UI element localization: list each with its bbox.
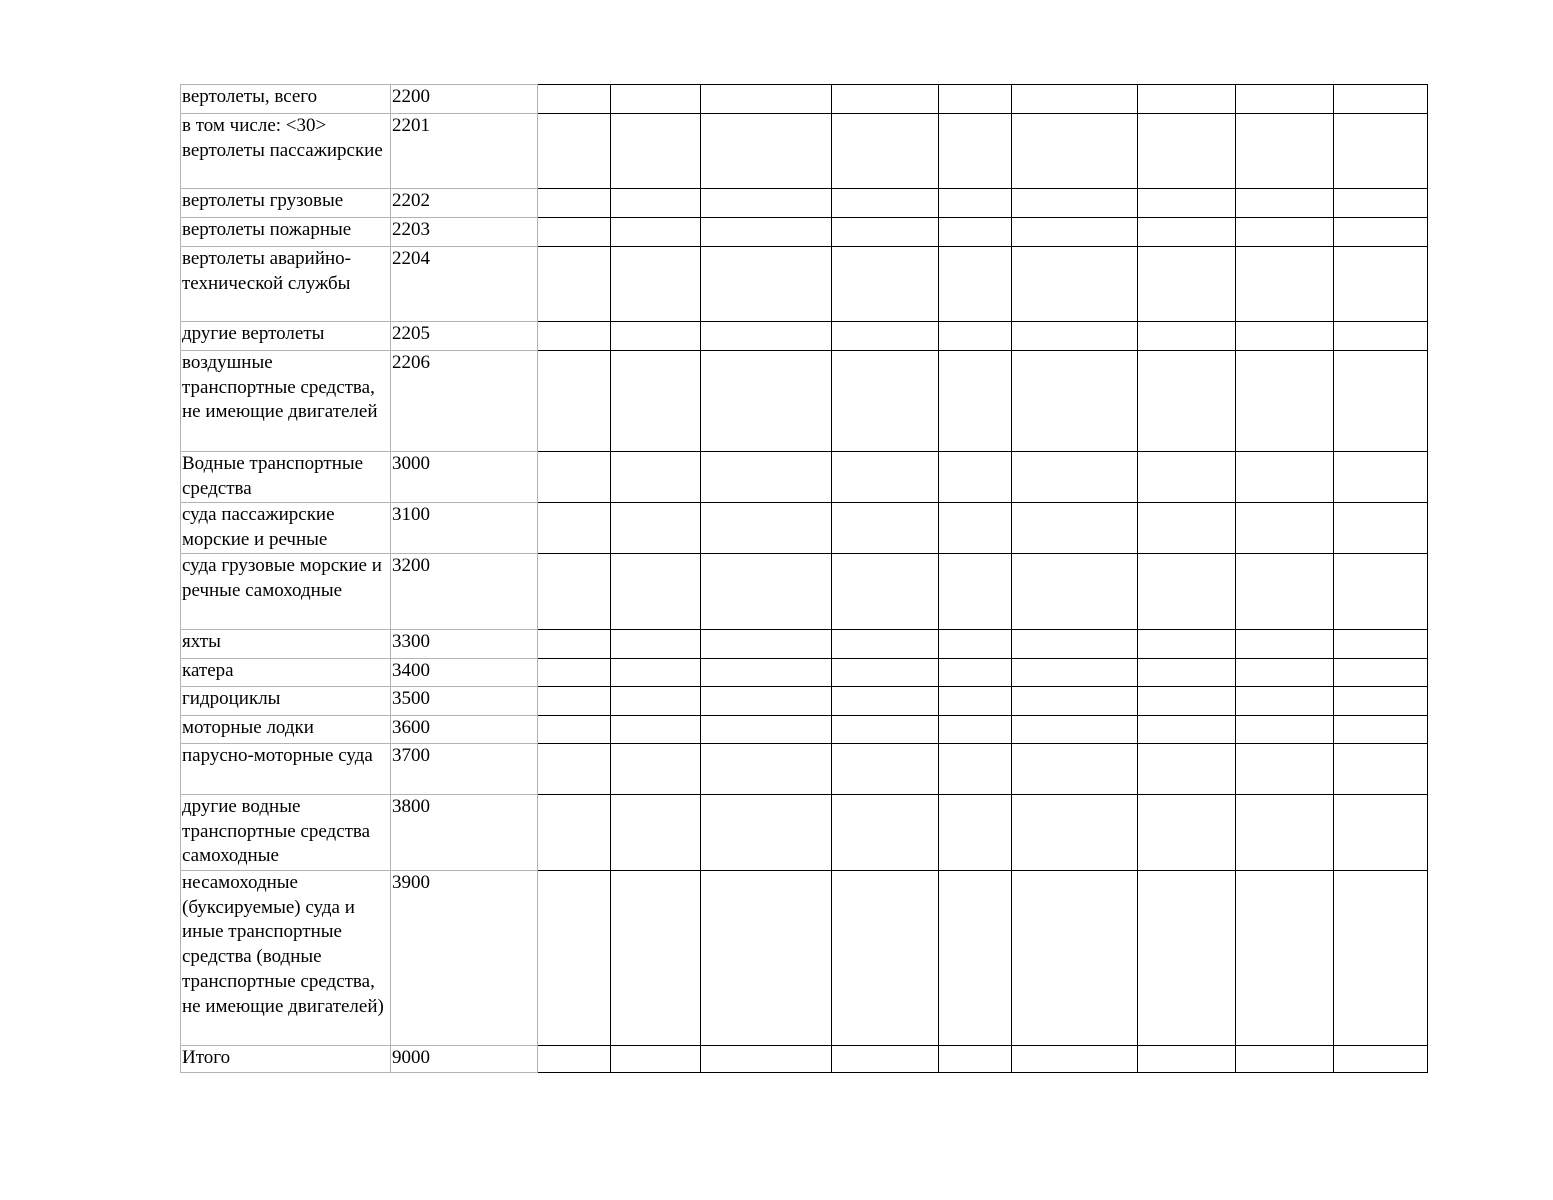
- row-code: 3500: [392, 688, 430, 709]
- data-cell[interactable]: [701, 554, 832, 630]
- data-cell[interactable]: [1012, 85, 1138, 114]
- data-cell[interactable]: [1236, 322, 1334, 351]
- data-cell[interactable]: [1012, 322, 1138, 351]
- table-row: [181, 189, 1428, 218]
- data-cell[interactable]: [1012, 503, 1138, 554]
- data-cell[interactable]: [1138, 351, 1236, 452]
- data-cell[interactable]: [939, 687, 1012, 716]
- data-cell[interactable]: [701, 351, 832, 452]
- data-cell[interactable]: [1334, 247, 1428, 322]
- data-cell[interactable]: [1334, 452, 1428, 503]
- row-code: 3100: [392, 504, 430, 525]
- row-code: 9000: [392, 1047, 430, 1068]
- data-cell[interactable]: [701, 630, 832, 659]
- row-name-cell: [181, 247, 391, 322]
- data-cell[interactable]: [832, 114, 939, 189]
- table-row: [181, 795, 1428, 871]
- data-cell[interactable]: [611, 871, 701, 1046]
- data-cell[interactable]: [832, 630, 939, 659]
- data-cell[interactable]: [1012, 630, 1138, 659]
- data-cell[interactable]: [611, 322, 701, 351]
- data-cell[interactable]: [1012, 795, 1138, 871]
- table-row: [181, 659, 1428, 687]
- row-name-cell: [181, 322, 391, 351]
- data-cell[interactable]: [1012, 659, 1138, 687]
- row-code: 3300: [392, 631, 430, 652]
- row-code: 2206: [392, 352, 430, 373]
- data-cell[interactable]: [832, 218, 939, 247]
- table-row: [181, 114, 1428, 189]
- data-cell[interactable]: [701, 247, 832, 322]
- row-name-cell: [181, 554, 391, 630]
- data-cell[interactable]: [832, 744, 939, 795]
- data-cell[interactable]: [611, 659, 701, 687]
- data-cell[interactable]: [1012, 351, 1138, 452]
- data-cell[interactable]: [538, 554, 611, 630]
- data-cell[interactable]: [611, 189, 701, 218]
- data-cell[interactable]: [611, 716, 701, 744]
- data-cell[interactable]: [832, 795, 939, 871]
- data-cell[interactable]: [1138, 452, 1236, 503]
- row-name: суда пассажирские морские и речные: [182, 504, 335, 550]
- row-name: Водные транспортные средства: [182, 453, 364, 499]
- data-cell[interactable]: [701, 687, 832, 716]
- table-row: [181, 322, 1428, 351]
- table-row: [181, 247, 1428, 322]
- data-cell[interactable]: [1012, 247, 1138, 322]
- row-name: несамоходные (буксируемые) суда и иные транспортные средства (водные транспортные средства, не имеющие двигателей): [182, 872, 384, 1017]
- data-cell[interactable]: [1138, 85, 1236, 114]
- data-cell[interactable]: [1334, 114, 1428, 189]
- data-cell[interactable]: [611, 247, 701, 322]
- row-code: 3700: [392, 745, 430, 766]
- data-cell[interactable]: [1236, 351, 1334, 452]
- row-code-cell: [391, 554, 538, 630]
- row-code: 2201: [392, 115, 430, 136]
- data-cell[interactable]: [832, 687, 939, 716]
- row-code-cell: [391, 687, 538, 716]
- row-name: другие водные транспортные средства самоходные: [182, 796, 371, 867]
- data-cell[interactable]: [939, 630, 1012, 659]
- data-cell[interactable]: [1334, 687, 1428, 716]
- data-cell[interactable]: [939, 189, 1012, 218]
- data-cell[interactable]: [1138, 630, 1236, 659]
- data-cell[interactable]: [701, 189, 832, 218]
- data-cell[interactable]: [1236, 554, 1334, 630]
- data-cell[interactable]: [1236, 452, 1334, 503]
- data-cell[interactable]: [939, 716, 1012, 744]
- data-cell[interactable]: [1012, 554, 1138, 630]
- data-cell[interactable]: [832, 452, 939, 503]
- row-code-cell: [391, 659, 538, 687]
- data-cell[interactable]: [538, 452, 611, 503]
- table-row: [181, 452, 1428, 503]
- data-cell[interactable]: [611, 744, 701, 795]
- data-cell[interactable]: [1236, 218, 1334, 247]
- data-cell[interactable]: [611, 503, 701, 554]
- data-cell[interactable]: [1236, 85, 1334, 114]
- row-code: 3800: [392, 796, 430, 817]
- row-name-cell: [181, 85, 391, 114]
- data-cell[interactable]: [1012, 114, 1138, 189]
- data-cell[interactable]: [538, 659, 611, 687]
- data-cell[interactable]: [538, 114, 611, 189]
- row-name: воздушные транспортные средства, не имеющие двигателей: [182, 352, 378, 423]
- row-name-cell: [181, 659, 391, 687]
- data-cell[interactable]: [1138, 218, 1236, 247]
- row-name-cell: [181, 351, 391, 452]
- data-cell[interactable]: [939, 452, 1012, 503]
- data-cell[interactable]: [1138, 503, 1236, 554]
- data-cell[interactable]: [939, 503, 1012, 554]
- data-cell[interactable]: [1138, 189, 1236, 218]
- data-cell[interactable]: [611, 1046, 701, 1073]
- data-cell[interactable]: [611, 452, 701, 503]
- row-name-cell: [181, 189, 391, 218]
- table-row: [181, 871, 1428, 1046]
- row-name: Итого: [182, 1047, 231, 1068]
- row-code: 3000: [392, 453, 430, 474]
- row-code-cell: [391, 503, 538, 554]
- data-cell[interactable]: [701, 503, 832, 554]
- data-cell[interactable]: [939, 114, 1012, 189]
- data-cell[interactable]: [1236, 716, 1334, 744]
- row-name: парусно-моторные суда: [182, 745, 373, 766]
- data-cell[interactable]: [1334, 795, 1428, 871]
- data-cell[interactable]: [939, 351, 1012, 452]
- data-cell[interactable]: [939, 871, 1012, 1046]
- data-cell[interactable]: [538, 218, 611, 247]
- row-name: вертолеты пожарные: [182, 219, 352, 240]
- row-name-cell: [181, 871, 391, 1046]
- data-cell[interactable]: [1334, 630, 1428, 659]
- data-cell[interactable]: [611, 795, 701, 871]
- row-name: яхты: [182, 631, 221, 652]
- data-cell[interactable]: [701, 744, 832, 795]
- data-cell[interactable]: [1138, 687, 1236, 716]
- data-cell[interactable]: [832, 85, 939, 114]
- data-cell[interactable]: [1236, 871, 1334, 1046]
- table-row: [181, 503, 1428, 554]
- row-name: суда грузовые морские и речные самоходные: [182, 555, 382, 601]
- data-cell[interactable]: [1236, 630, 1334, 659]
- table-row: [181, 351, 1428, 452]
- row-name: в том числе: <30> вертолеты пассажирские: [182, 115, 383, 161]
- data-cell[interactable]: [1138, 659, 1236, 687]
- data-cell[interactable]: [538, 716, 611, 744]
- data-cell[interactable]: [1138, 716, 1236, 744]
- data-cell[interactable]: [939, 1046, 1012, 1073]
- data-cell[interactable]: [939, 744, 1012, 795]
- data-cell[interactable]: [939, 247, 1012, 322]
- data-cell[interactable]: [939, 659, 1012, 687]
- row-name: гидроциклы: [182, 688, 281, 709]
- data-cell[interactable]: [701, 322, 832, 351]
- data-cell[interactable]: [832, 659, 939, 687]
- data-cell[interactable]: [939, 795, 1012, 871]
- row-code-cell: [391, 189, 538, 218]
- data-cell[interactable]: [1012, 687, 1138, 716]
- table-row: [181, 554, 1428, 630]
- data-cell[interactable]: [1012, 1046, 1138, 1073]
- row-name: другие вертолеты: [182, 323, 325, 344]
- data-cell[interactable]: [1138, 795, 1236, 871]
- row-name: вертолеты аварийно-технической службы: [182, 248, 351, 294]
- data-cell[interactable]: [538, 630, 611, 659]
- data-cell[interactable]: [939, 554, 1012, 630]
- data-cell[interactable]: [1334, 554, 1428, 630]
- data-cell[interactable]: [939, 85, 1012, 114]
- data-cell[interactable]: [1236, 744, 1334, 795]
- table-row: [181, 744, 1428, 795]
- data-cell[interactable]: [701, 1046, 832, 1073]
- data-cell[interactable]: [939, 322, 1012, 351]
- row-code: 2200: [392, 86, 430, 107]
- data-cell[interactable]: [611, 687, 701, 716]
- row-code-cell: [391, 351, 538, 452]
- data-cell[interactable]: [1334, 218, 1428, 247]
- data-cell[interactable]: [701, 659, 832, 687]
- data-cell[interactable]: [1012, 452, 1138, 503]
- data-cell[interactable]: [939, 218, 1012, 247]
- data-cell[interactable]: [832, 247, 939, 322]
- data-cell[interactable]: [701, 114, 832, 189]
- row-code-cell: [391, 452, 538, 503]
- data-cell[interactable]: [538, 189, 611, 218]
- table-row: [181, 218, 1428, 247]
- data-cell[interactable]: [611, 114, 701, 189]
- table-row: [181, 687, 1428, 716]
- data-cell[interactable]: [701, 218, 832, 247]
- row-name-cell: [181, 1046, 391, 1073]
- table-row: [181, 630, 1428, 659]
- data-cell[interactable]: [1334, 744, 1428, 795]
- data-cell[interactable]: [701, 716, 832, 744]
- row-code-cell: [391, 322, 538, 351]
- data-cell[interactable]: [538, 85, 611, 114]
- data-cell[interactable]: [1012, 716, 1138, 744]
- row-code-cell: [391, 795, 538, 871]
- data-cell[interactable]: [832, 1046, 939, 1073]
- row-name: моторные лодки: [182, 717, 314, 738]
- row-code-cell: [391, 114, 538, 189]
- transport-table: [180, 84, 1428, 1073]
- data-cell[interactable]: [538, 795, 611, 871]
- row-name-cell: [181, 452, 391, 503]
- row-name: вертолеты грузовые: [182, 190, 344, 211]
- data-cell[interactable]: [1236, 114, 1334, 189]
- data-cell[interactable]: [1334, 659, 1428, 687]
- row-name-cell: [181, 503, 391, 554]
- row-name: вертолеты, всего: [182, 86, 318, 107]
- data-cell[interactable]: [538, 351, 611, 452]
- row-name-cell: [181, 744, 391, 795]
- data-cell[interactable]: [538, 503, 611, 554]
- data-cell[interactable]: [1138, 322, 1236, 351]
- row-code-cell: [391, 630, 538, 659]
- data-cell[interactable]: [1334, 189, 1428, 218]
- data-cell[interactable]: [611, 554, 701, 630]
- data-cell[interactable]: [1334, 503, 1428, 554]
- data-cell[interactable]: [538, 322, 611, 351]
- data-cell[interactable]: [701, 871, 832, 1046]
- data-cell[interactable]: [1334, 351, 1428, 452]
- data-cell[interactable]: [1236, 687, 1334, 716]
- data-cell[interactable]: [832, 716, 939, 744]
- row-name: катера: [182, 660, 234, 681]
- row-code-cell: [391, 1046, 538, 1073]
- table-body: [181, 85, 1428, 1073]
- data-cell[interactable]: [1012, 744, 1138, 795]
- row-code: 2202: [392, 190, 430, 211]
- data-cell[interactable]: [832, 503, 939, 554]
- data-cell[interactable]: [1138, 744, 1236, 795]
- data-cell[interactable]: [1236, 503, 1334, 554]
- data-cell[interactable]: [701, 452, 832, 503]
- data-cell[interactable]: [1236, 1046, 1334, 1073]
- data-cell[interactable]: [1138, 247, 1236, 322]
- table-row: [181, 1046, 1428, 1073]
- row-name-cell: [181, 630, 391, 659]
- data-cell[interactable]: [1236, 189, 1334, 218]
- row-code: 2204: [392, 248, 430, 269]
- table-row: [181, 85, 1428, 114]
- row-code-cell: [391, 871, 538, 1046]
- row-name-cell: [181, 218, 391, 247]
- data-cell[interactable]: [1138, 554, 1236, 630]
- data-cell[interactable]: [701, 85, 832, 114]
- data-cell[interactable]: [832, 189, 939, 218]
- data-cell[interactable]: [1138, 114, 1236, 189]
- data-cell[interactable]: [832, 351, 939, 452]
- data-cell[interactable]: [1236, 659, 1334, 687]
- row-code: 2203: [392, 219, 430, 240]
- data-cell[interactable]: [1236, 247, 1334, 322]
- row-code-cell: [391, 218, 538, 247]
- data-cell[interactable]: [1334, 1046, 1428, 1073]
- data-cell[interactable]: [1012, 218, 1138, 247]
- row-code-cell: [391, 85, 538, 114]
- data-cell[interactable]: [832, 554, 939, 630]
- data-cell[interactable]: [1012, 189, 1138, 218]
- row-code: 3900: [392, 872, 430, 893]
- data-cell[interactable]: [832, 871, 939, 1046]
- data-cell[interactable]: [1138, 1046, 1236, 1073]
- row-code: 3600: [392, 717, 430, 738]
- row-code-cell: [391, 716, 538, 744]
- data-cell[interactable]: [611, 218, 701, 247]
- row-code: 3200: [392, 555, 430, 576]
- data-cell[interactable]: [1334, 716, 1428, 744]
- data-cell[interactable]: [611, 351, 701, 452]
- data-cell[interactable]: [1334, 322, 1428, 351]
- row-code-cell: [391, 247, 538, 322]
- data-cell[interactable]: [1334, 871, 1428, 1046]
- table-row: [181, 716, 1428, 744]
- data-cell[interactable]: [538, 1046, 611, 1073]
- row-code: 3400: [392, 660, 430, 681]
- row-name-cell: [181, 716, 391, 744]
- data-cell[interactable]: [611, 85, 701, 114]
- data-cell[interactable]: [1012, 871, 1138, 1046]
- data-cell[interactable]: [538, 247, 611, 322]
- row-name-cell: [181, 795, 391, 871]
- row-code-cell: [391, 744, 538, 795]
- row-code: 2205: [392, 323, 430, 344]
- row-name-cell: [181, 687, 391, 716]
- data-cell[interactable]: [611, 630, 701, 659]
- data-cell[interactable]: [538, 744, 611, 795]
- row-name-cell: [181, 114, 391, 189]
- data-cell[interactable]: [1236, 795, 1334, 871]
- data-cell[interactable]: [832, 322, 939, 351]
- data-cell[interactable]: [538, 687, 611, 716]
- data-cell[interactable]: [1334, 85, 1428, 114]
- data-cell[interactable]: [538, 871, 611, 1046]
- data-cell[interactable]: [701, 795, 832, 871]
- data-cell[interactable]: [1138, 871, 1236, 1046]
